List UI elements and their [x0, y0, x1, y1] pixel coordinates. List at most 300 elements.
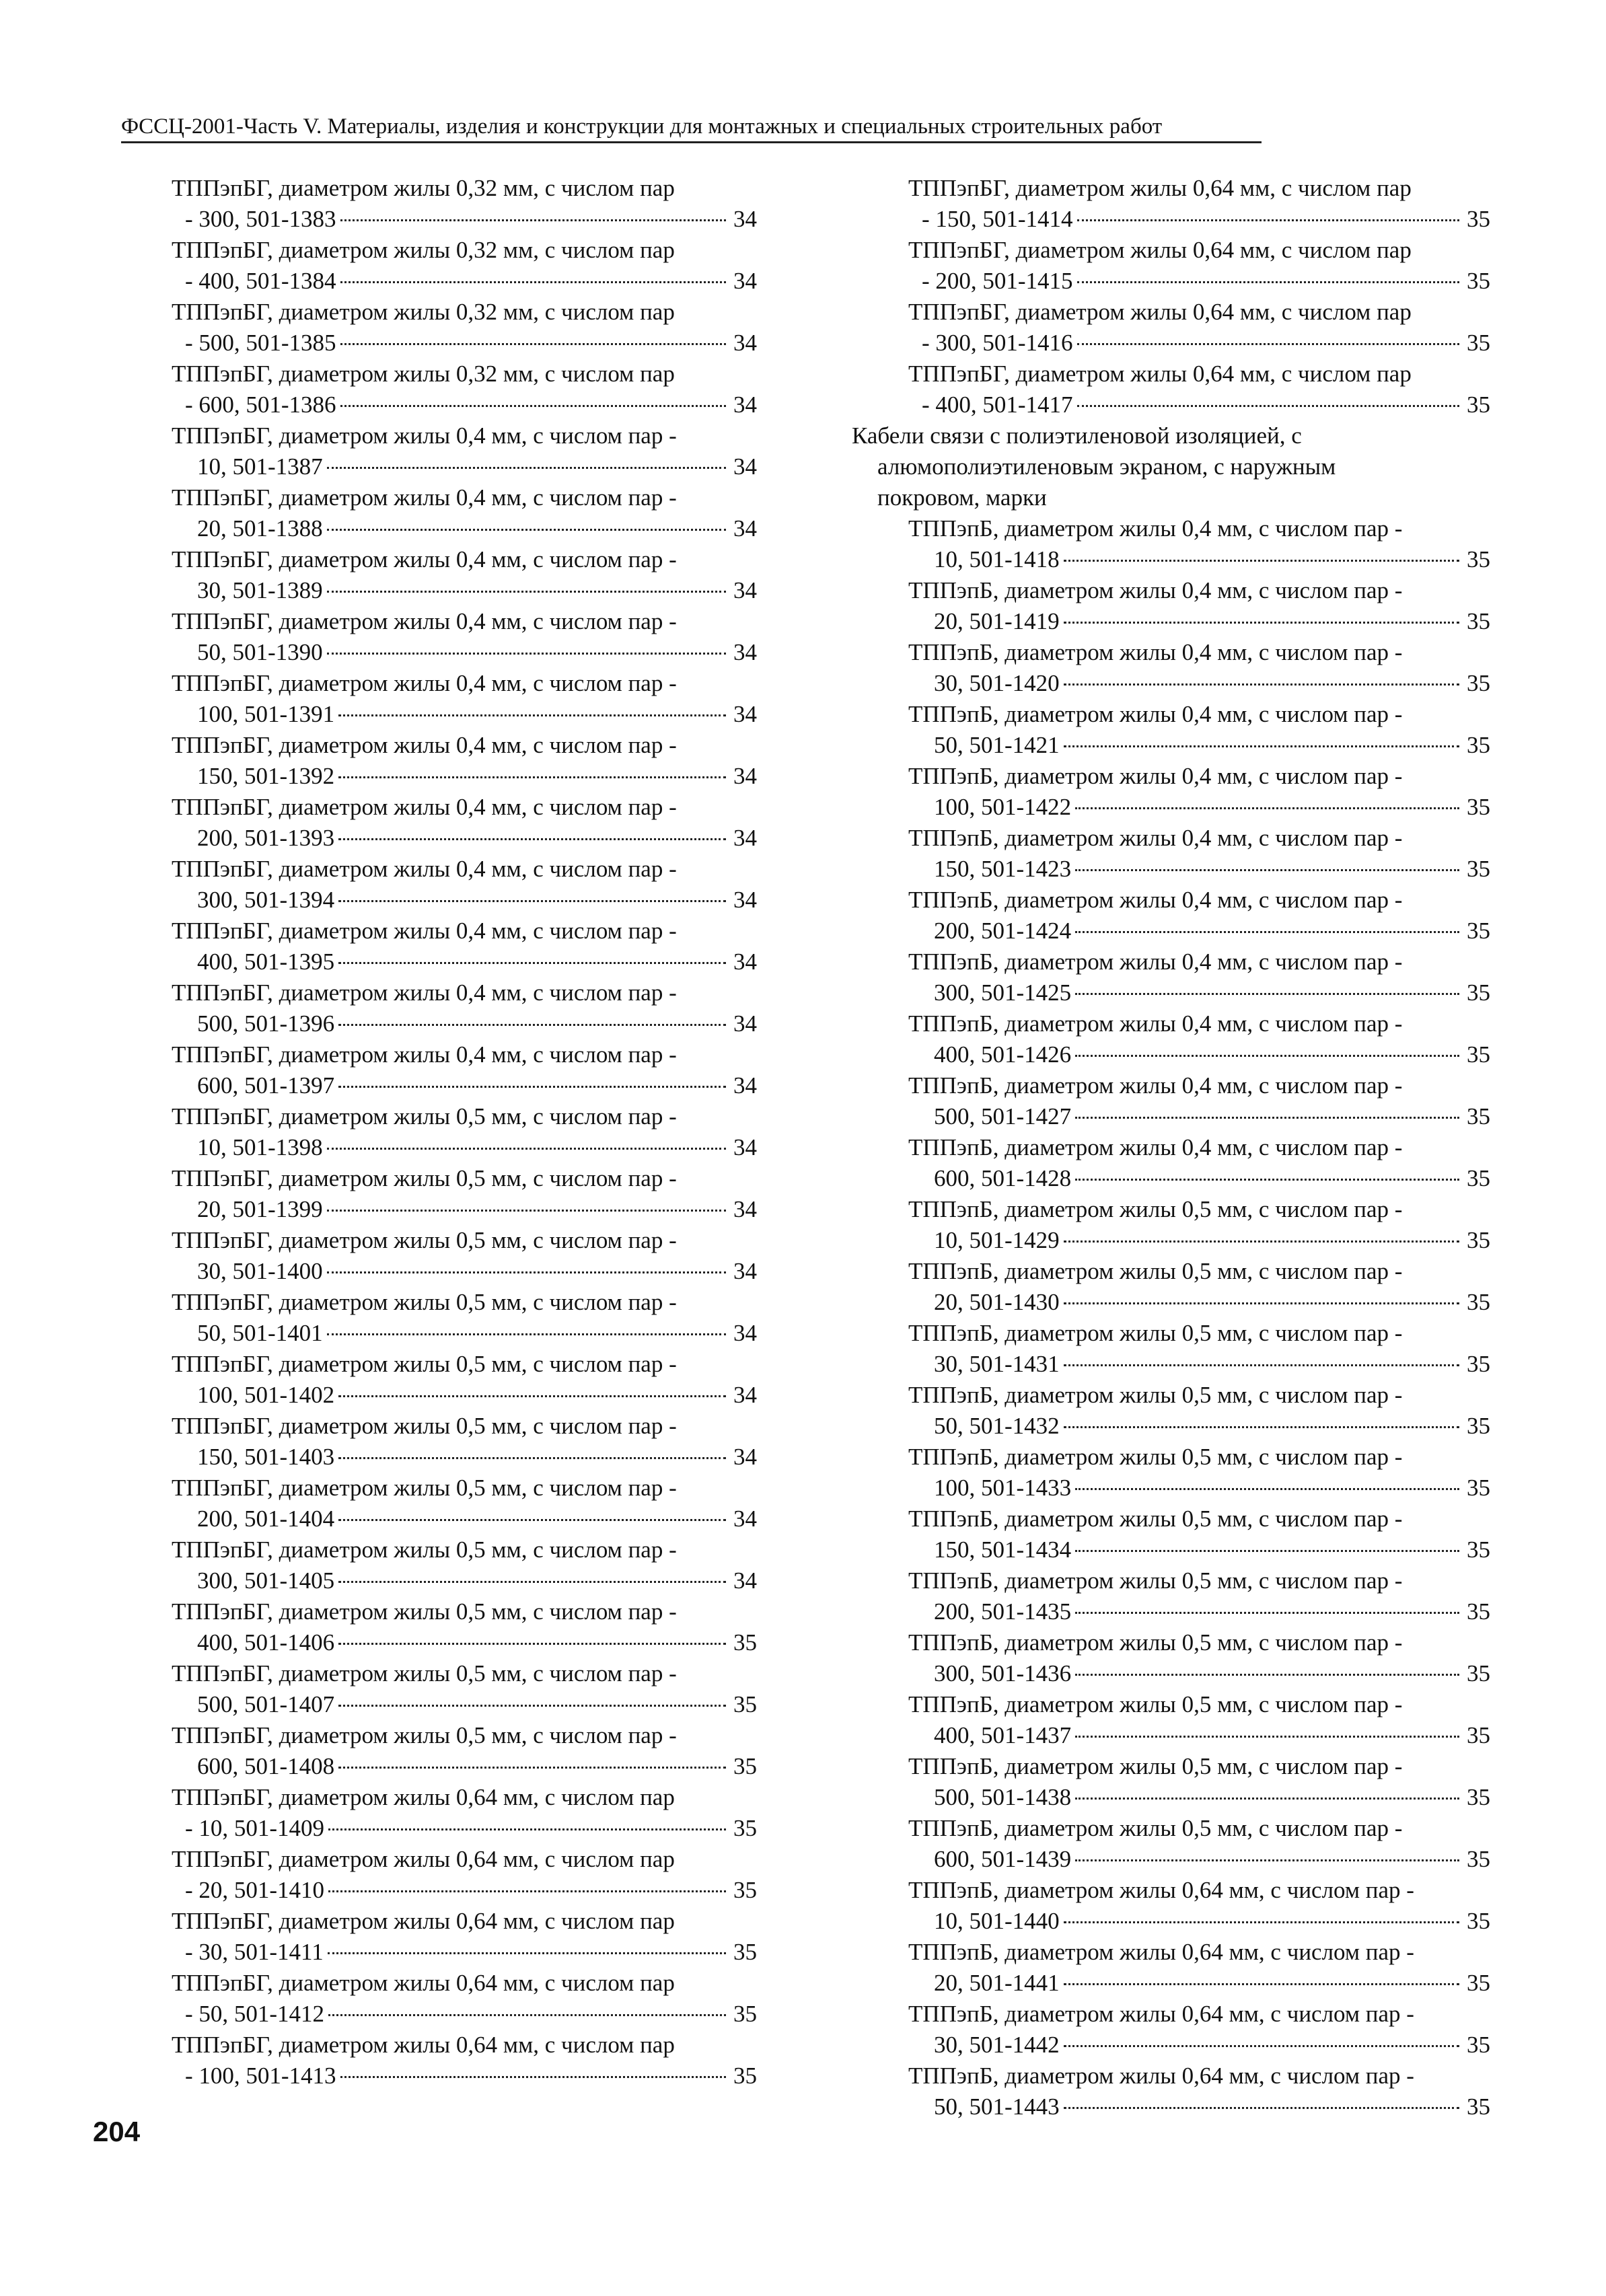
dot-leader: [1077, 405, 1459, 407]
entry-code-line: [854, 544, 1490, 575]
entry-code: 30, 501-1420: [934, 670, 1060, 696]
entry-code: 150, 501-1434: [934, 1536, 1072, 1563]
index-entry: [172, 297, 757, 359]
index-entry: [172, 1782, 757, 1844]
entry-page-number: 35: [1467, 1103, 1490, 1130]
entry-code-line: [854, 1225, 1490, 1256]
entry-page-number: 35: [1467, 670, 1490, 696]
entry-title: ТППэпБГ, диаметром жилы 0,4 мм, с числом пар -: [172, 422, 677, 449]
entry-code: 20, 501-1430: [934, 1289, 1060, 1315]
entry-title: ТППэпБГ, диаметром жилы 0,4 мм, с числом пар -: [172, 918, 677, 944]
entry-title: ТППэпБГ, диаметром жилы 0,5 мм, с числом пар -: [172, 1289, 677, 1315]
entry-page-number: 35: [1467, 1784, 1490, 1810]
index-entry: [854, 1565, 1490, 1627]
dot-leader: [338, 1086, 726, 1088]
dot-leader: [338, 1581, 726, 1583]
index-entry: [172, 1906, 757, 1968]
dot-leader: [327, 529, 726, 531]
entry-code-line: [854, 977, 1490, 1008]
dot-leader: [1075, 1488, 1459, 1490]
entry-code-line: [854, 1163, 1490, 1194]
entry-page-number: 35: [733, 1753, 757, 1779]
entry-code-line: [172, 1070, 757, 1101]
dot-leader: [340, 219, 726, 221]
entry-code-line: [854, 1720, 1490, 1751]
entry-code-line: [854, 390, 1490, 420]
index-entry: [854, 513, 1490, 575]
entry-page-number: 35: [1467, 1722, 1490, 1748]
entry-page-number: 34: [733, 392, 757, 418]
index-entry: [172, 1534, 757, 1596]
entry-code-line: [172, 885, 757, 916]
dot-leader: [1075, 1859, 1459, 1861]
dot-leader: [338, 1643, 726, 1645]
index-entry: [854, 1008, 1490, 1070]
entry-title: ТППэпБГ, диаметром жилы 0,32 мм, с числом пар: [172, 361, 675, 387]
index-entry: [854, 1751, 1490, 1813]
entry-page-number: 35: [1467, 1041, 1490, 1068]
entry-code-line: [854, 730, 1490, 761]
entry-title: ТППэпБГ, диаметром жилы 0,64 мм, с числом пар: [172, 1908, 675, 1934]
entry-code: 500, 501-1407: [197, 1691, 335, 1717]
entry-code: 600, 501-1397: [197, 1072, 335, 1099]
entry-title: ТППэпБГ, диаметром жилы 0,5 мм, с числом пар -: [172, 1598, 677, 1625]
entry-code-line: [172, 1318, 757, 1349]
entry-title: ТППэпБ, диаметром жилы 0,5 мм, с числом пар -: [908, 1691, 1403, 1717]
entry-code: 30, 501-1400: [197, 1258, 323, 1284]
index-entry: [172, 359, 757, 420]
index-entry: [172, 1720, 757, 1782]
entry-code-line: [854, 1287, 1490, 1318]
entry-page-number: 34: [733, 1567, 757, 1594]
section-heading-line: Кабели связи с полиэтиленовой изоляцией, с: [852, 422, 1302, 449]
index-entry: [172, 1658, 757, 1720]
index-entry: [854, 1318, 1490, 1380]
entry-code: - 150, 501-1414: [922, 206, 1073, 232]
entry-title: ТППэпБГ, диаметром жилы 0,5 мм, с числом пар -: [172, 1536, 677, 1563]
entry-code-line: [172, 1194, 757, 1225]
entry-code: 10, 501-1440: [934, 1908, 1060, 1934]
dot-leader: [1064, 1983, 1459, 1985]
entry-page-number: 35: [1467, 392, 1490, 418]
entry-title: ТППэпБГ, диаметром жилы 0,64 мм, с числом пар: [172, 1784, 675, 1810]
entry-title: ТППэпБГ, диаметром жилы 0,5 мм, с числом пар -: [172, 1103, 677, 1130]
dot-leader: [340, 2076, 726, 2078]
index-entry: [854, 1504, 1490, 1565]
dot-leader: [340, 343, 726, 345]
index-entry: [172, 1411, 757, 1473]
index-entry: [854, 885, 1490, 947]
entry-code-line: [172, 204, 757, 235]
dot-leader: [1075, 1612, 1459, 1614]
entry-title: ТППэпБ, диаметром жилы 0,5 мм, с числом пар -: [908, 1444, 1403, 1470]
entry-code: 10, 501-1398: [197, 1134, 323, 1160]
entry-code-line: [854, 1473, 1490, 1504]
entry-code: 600, 501-1439: [934, 1846, 1072, 1872]
entry-code-line: [172, 637, 757, 668]
entry-title: ТППэпБГ, диаметром жилы 0,4 мм, с числом пар -: [172, 794, 677, 820]
dot-leader: [1064, 1921, 1459, 1923]
entry-page-number: 35: [1467, 1351, 1490, 1377]
index-entry: [172, 2030, 757, 2091]
dot-leader: [328, 2014, 726, 2016]
entry-code: 200, 501-1393: [197, 825, 335, 851]
entry-code: - 30, 501-1411: [185, 1939, 324, 1965]
dot-leader: [338, 1767, 726, 1769]
entry-title: ТППэпБ, диаметром жилы 0,4 мм, с числом пар -: [908, 949, 1403, 975]
entry-code: 30, 501-1431: [934, 1351, 1060, 1377]
index-entry: [854, 1689, 1490, 1751]
entry-title: ТППэпБГ, диаметром жилы 0,64 мм, с числом пар: [908, 299, 1412, 325]
entry-page-number: 34: [733, 1258, 757, 1284]
entry-title: ТППэпБГ, диаметром жилы 0,32 мм, с числом пар: [172, 237, 675, 263]
entry-title: ТППэпБГ, диаметром жилы 0,4 мм, с числом пар -: [172, 979, 677, 1006]
page-number: 204: [93, 2116, 141, 2147]
entry-page-number: 35: [1467, 1660, 1490, 1687]
entry-code-line: [172, 947, 757, 977]
dot-leader: [340, 281, 726, 283]
index-entry: [854, 575, 1490, 637]
entry-code-line: [854, 916, 1490, 947]
entry-code-line: [172, 1132, 757, 1163]
entry-code-line: [854, 1534, 1490, 1565]
dot-leader: [1064, 622, 1459, 624]
entry-code: 50, 501-1443: [934, 2094, 1060, 2120]
entry-page-number: 35: [733, 1877, 757, 1903]
entry-title: ТППэпБ, диаметром жилы 0,4 мм, с числом пар -: [908, 825, 1403, 851]
index-entry: [854, 173, 1490, 235]
entry-code: 50, 501-1390: [197, 639, 323, 665]
entry-title: ТППэпБ, диаметром жилы 0,64 мм, с числом пар -: [908, 1939, 1414, 1965]
index-entry: [172, 1844, 757, 1906]
entry-page-number: 35: [1467, 1970, 1490, 1996]
dot-leader: [1064, 2107, 1459, 2109]
entry-code-line: [172, 513, 757, 544]
dot-leader: [327, 1148, 726, 1150]
dot-leader: [1077, 219, 1459, 221]
entry-title: ТППэпБГ, диаметром жилы 0,64 мм, с числом пар: [172, 1846, 675, 1872]
entry-code-line: [172, 2061, 757, 2091]
entry-code: 100, 501-1422: [934, 794, 1072, 820]
dot-leader: [328, 1952, 726, 1954]
entry-title: ТППэпБГ, диаметром жилы 0,5 мм, с числом пар -: [172, 1165, 677, 1191]
entry-title: ТППэпБ, диаметром жилы 0,4 мм, с числом пар -: [908, 763, 1403, 789]
entry-code: 20, 501-1441: [934, 1970, 1060, 1996]
section-heading-line: покровом, марки: [877, 484, 1047, 511]
entry-code-line: [172, 1689, 757, 1720]
entry-title: ТППэпБ, диаметром жилы 0,5 мм, с числом пар -: [908, 1382, 1403, 1408]
index-entry: [172, 235, 757, 297]
entry-code: 50, 501-1421: [934, 732, 1060, 758]
entry-code: 400, 501-1406: [197, 1629, 335, 1656]
index-entry: [854, 699, 1490, 761]
dot-leader: [340, 405, 726, 407]
entry-page-number: 35: [1467, 1165, 1490, 1191]
entry-title: ТППэпБГ, диаметром жилы 0,64 мм, с числом пар: [172, 1970, 675, 1996]
entry-code-line: [172, 1751, 757, 1782]
entry-code: - 300, 501-1416: [922, 330, 1073, 356]
entry-page-number: 34: [733, 1072, 757, 1099]
entry-code-line: [172, 1565, 757, 1596]
entry-code-line: [854, 328, 1490, 359]
entry-title: ТППэпБГ, диаметром жилы 0,64 мм, с числом пар: [908, 175, 1412, 201]
entry-title: ТППэпБ, диаметром жилы 0,5 мм, с числом пар -: [908, 1320, 1403, 1346]
entry-code: 10, 501-1429: [934, 1227, 1060, 1253]
entry-code: 300, 501-1394: [197, 887, 335, 913]
entry-code: - 200, 501-1415: [922, 268, 1073, 294]
entry-page-number: 34: [733, 1444, 757, 1470]
dot-leader: [1075, 1117, 1459, 1119]
entry-title: ТППэпБГ, диаметром жилы 0,5 мм, с числом пар -: [172, 1351, 677, 1377]
entry-code: - 20, 501-1410: [185, 1877, 325, 1903]
dot-leader: [338, 1457, 726, 1459]
entry-title: ТППэпБ, диаметром жилы 0,5 мм, с числом пар -: [908, 1258, 1403, 1284]
entry-code: - 50, 501-1412: [185, 2001, 325, 2027]
entry-page-number: 35: [1467, 979, 1490, 1006]
entry-title: ТППэпБ, диаметром жилы 0,4 мм, с числом пар -: [908, 577, 1403, 603]
entry-code-line: [172, 1380, 757, 1411]
entry-page-number: 34: [733, 1196, 757, 1222]
entry-title: ТППэпБ, диаметром жилы 0,4 мм, с числом пар -: [908, 1072, 1403, 1099]
index-column-left: [172, 173, 757, 2091]
entry-title: ТППэпБГ, диаметром жилы 0,4 мм, с числом пар -: [172, 732, 677, 758]
dot-leader: [1064, 1426, 1459, 1428]
entry-code: 100, 501-1391: [197, 701, 335, 727]
entry-title: ТППэпБ, диаметром жилы 0,64 мм, с числом пар -: [908, 2063, 1414, 2089]
dot-leader: [338, 838, 726, 840]
section-heading-line: алюмополиэтиленовым экраном, с наружным: [877, 453, 1336, 480]
entry-list-right: [854, 513, 1490, 2122]
entry-code: 20, 501-1388: [197, 515, 323, 542]
index-entry: [854, 1875, 1490, 1937]
entry-page-number: 34: [733, 206, 757, 232]
entry-code-line: [854, 854, 1490, 885]
entry-page-number: 34: [733, 268, 757, 294]
entry-code: 400, 501-1426: [934, 1041, 1072, 1068]
entry-title: ТППэпБГ, диаметром жилы 0,64 мм, с числом пар: [172, 2032, 675, 2058]
entry-code: 10, 501-1387: [197, 453, 323, 480]
entry-code-line: [854, 1349, 1490, 1380]
dot-leader: [1064, 1240, 1459, 1243]
dot-leader: [328, 1828, 726, 1830]
index-column-right: [854, 173, 1490, 2122]
entry-code: 400, 501-1437: [934, 1722, 1072, 1748]
entry-page-number: 34: [733, 1134, 757, 1160]
entry-page-number: 35: [1467, 732, 1490, 758]
entry-code: 500, 501-1396: [197, 1010, 335, 1037]
dot-leader: [327, 1271, 726, 1273]
entry-code-line: [172, 390, 757, 420]
entry-code: - 300, 501-1383: [185, 206, 336, 232]
index-entry: [172, 1968, 757, 2030]
dot-leader: [327, 653, 726, 655]
entry-page-number: 34: [733, 1506, 757, 1532]
index-entry: [172, 1039, 757, 1101]
entry-code-line: [172, 1627, 757, 1658]
index-entry: [854, 1132, 1490, 1194]
entry-code-line: [854, 606, 1490, 637]
index-entry: [172, 730, 757, 792]
entry-title: ТППэпБГ, диаметром жилы 0,4 мм, с числом пар -: [172, 1041, 677, 1068]
entry-title: ТППэпБГ, диаметром жилы 0,4 мм, с числом пар -: [172, 546, 677, 572]
entry-page-number: 34: [733, 949, 757, 975]
entry-page-number: 35: [733, 2063, 757, 2089]
entry-page-number: 35: [1467, 546, 1490, 572]
entry-page-number: 35: [1467, 268, 1490, 294]
index-entry: [172, 606, 757, 668]
entry-code: 500, 501-1427: [934, 1103, 1072, 1130]
dot-leader: [1077, 343, 1459, 345]
entry-code-line: [172, 1999, 757, 2030]
entry-title: ТППэпБГ, диаметром жилы 0,5 мм, с числом пар -: [172, 1722, 677, 1748]
entry-code-line: [854, 204, 1490, 235]
index-entry: [854, 823, 1490, 885]
entry-code-line: [172, 1256, 757, 1287]
entry-code-line: [854, 2030, 1490, 2061]
entry-code: - 10, 501-1409: [185, 1815, 325, 1841]
entry-code: 20, 501-1399: [197, 1196, 323, 1222]
dot-leader: [338, 900, 726, 902]
entry-page-number: 34: [733, 701, 757, 727]
entry-title: ТППэпБ, диаметром жилы 0,4 мм, с числом пар -: [908, 1134, 1403, 1160]
entry-code: 200, 501-1424: [934, 918, 1072, 944]
index-entry: [854, 1627, 1490, 1689]
entry-code-line: [854, 266, 1490, 297]
entry-title: ТППэпБГ, диаметром жилы 0,4 мм, с числом пар -: [172, 856, 677, 882]
entry-title: ТППэпБГ, диаметром жилы 0,4 мм, с числом пар -: [172, 484, 677, 511]
entry-code-line: [854, 1658, 1490, 1689]
entry-code-line: [854, 1782, 1490, 1813]
entry-code-line: [172, 1504, 757, 1534]
entry-code-line: [172, 1008, 757, 1039]
entry-page-number: 34: [733, 887, 757, 913]
dot-leader: [1064, 745, 1459, 747]
entry-page-number: 34: [733, 1320, 757, 1346]
entry-title: ТППэпБ, диаметром жилы 0,4 мм, с числом пар -: [908, 639, 1403, 665]
entry-code: - 400, 501-1417: [922, 392, 1073, 418]
entry-code: 20, 501-1419: [934, 608, 1060, 634]
dot-leader: [327, 1333, 726, 1335]
entry-code: 200, 501-1435: [934, 1598, 1072, 1625]
dot-leader: [1077, 281, 1459, 283]
index-entry: [172, 1473, 757, 1534]
index-entry: [172, 544, 757, 606]
entry-list-right-top: [854, 173, 1490, 420]
entry-title: ТППэпБ, диаметром жилы 0,5 мм, с числом пар -: [908, 1567, 1403, 1594]
entry-code-line: [172, 1442, 757, 1473]
entry-code-line: [854, 668, 1490, 699]
entry-code: 300, 501-1436: [934, 1660, 1072, 1687]
entry-page-number: 35: [1467, 1536, 1490, 1563]
entry-title: ТППэпБ, диаметром жилы 0,64 мм, с числом пар -: [908, 2001, 1414, 2027]
entry-code: - 100, 501-1413: [185, 2063, 336, 2089]
entry-code-line: [172, 699, 757, 730]
index-entry: [854, 235, 1490, 297]
index-entry: [172, 1163, 757, 1225]
dot-leader: [1064, 1302, 1459, 1304]
entry-title: ТППэпБГ, диаметром жилы 0,4 мм, с числом пар -: [172, 670, 677, 696]
dot-leader: [1075, 993, 1459, 995]
index-entry: [172, 482, 757, 544]
entry-page-number: 35: [1467, 856, 1490, 882]
entry-title: ТППэпБ, диаметром жилы 0,5 мм, с числом пар -: [908, 1753, 1403, 1779]
entry-code-line: [172, 1937, 757, 1968]
dot-leader: [1064, 683, 1459, 686]
dot-leader: [338, 776, 726, 778]
dot-leader: [1075, 1674, 1459, 1676]
entry-code-line: [172, 823, 757, 854]
entry-title: ТППэпБГ, диаметром жилы 0,4 мм, с числом пар -: [172, 608, 677, 634]
dot-leader: [1064, 560, 1459, 562]
index-entry: [172, 854, 757, 916]
index-entry: [854, 1442, 1490, 1504]
dot-leader: [338, 1024, 726, 1026]
entry-title: ТППэпБ, диаметром жилы 0,4 мм, с числом пар -: [908, 887, 1403, 913]
entry-code: - 500, 501-1385: [185, 330, 336, 356]
index-entry: [172, 916, 757, 977]
entry-code-line: [854, 1411, 1490, 1442]
entry-code: 200, 501-1404: [197, 1506, 335, 1532]
entry-title: ТППэпБГ, диаметром жилы 0,32 мм, с числом пар: [172, 299, 675, 325]
section-heading: [852, 420, 1457, 513]
index-entry: [172, 792, 757, 854]
dot-leader: [1075, 1179, 1459, 1181]
entry-code: 50, 501-1432: [934, 1413, 1060, 1439]
dot-leader: [338, 714, 726, 716]
dot-leader: [1075, 1736, 1459, 1738]
entry-page-number: 35: [1467, 1475, 1490, 1501]
entry-code: - 600, 501-1386: [185, 392, 336, 418]
entry-page-number: 34: [733, 515, 757, 542]
dot-leader: [327, 467, 726, 469]
index-entry: [854, 1813, 1490, 1875]
entry-code: 400, 501-1395: [197, 949, 335, 975]
entry-page-number: 35: [1467, 330, 1490, 356]
dot-leader: [1075, 931, 1459, 933]
entry-page-number: 35: [733, 1629, 757, 1656]
index-entry: [172, 420, 757, 482]
dot-leader: [1075, 1798, 1459, 1800]
dot-leader: [1075, 869, 1459, 871]
entry-code-line: [172, 451, 757, 482]
entry-title: ТППэпБГ, диаметром жилы 0,5 мм, с числом пар -: [172, 1475, 677, 1501]
dot-leader: [1064, 2045, 1459, 2047]
entry-code: 300, 501-1405: [197, 1567, 335, 1594]
entry-page-number: 35: [733, 2001, 757, 2027]
index-entry: [854, 761, 1490, 823]
entry-page-number: 35: [1467, 1908, 1490, 1934]
dot-leader: [1075, 807, 1459, 809]
entry-page-number: 35: [1467, 2032, 1490, 2058]
entry-code-line: [854, 1101, 1490, 1132]
entry-page-number: 34: [733, 1382, 757, 1408]
dot-leader: [1075, 1550, 1459, 1552]
entry-page-number: 35: [1467, 1289, 1490, 1315]
dot-leader: [1075, 1055, 1459, 1057]
dot-leader: [327, 591, 726, 593]
index-entry: [854, 297, 1490, 359]
entry-page-number: 35: [1467, 918, 1490, 944]
entry-list-left: [172, 173, 757, 2091]
dot-leader: [328, 1890, 726, 1892]
entry-page-number: 35: [733, 1939, 757, 1965]
index-entry: [854, 1999, 1490, 2061]
entry-code-line: [172, 328, 757, 359]
entry-code-line: [172, 266, 757, 297]
dot-leader: [338, 962, 726, 964]
index-entry: [854, 2061, 1490, 2122]
entry-code: 100, 501-1402: [197, 1382, 335, 1408]
